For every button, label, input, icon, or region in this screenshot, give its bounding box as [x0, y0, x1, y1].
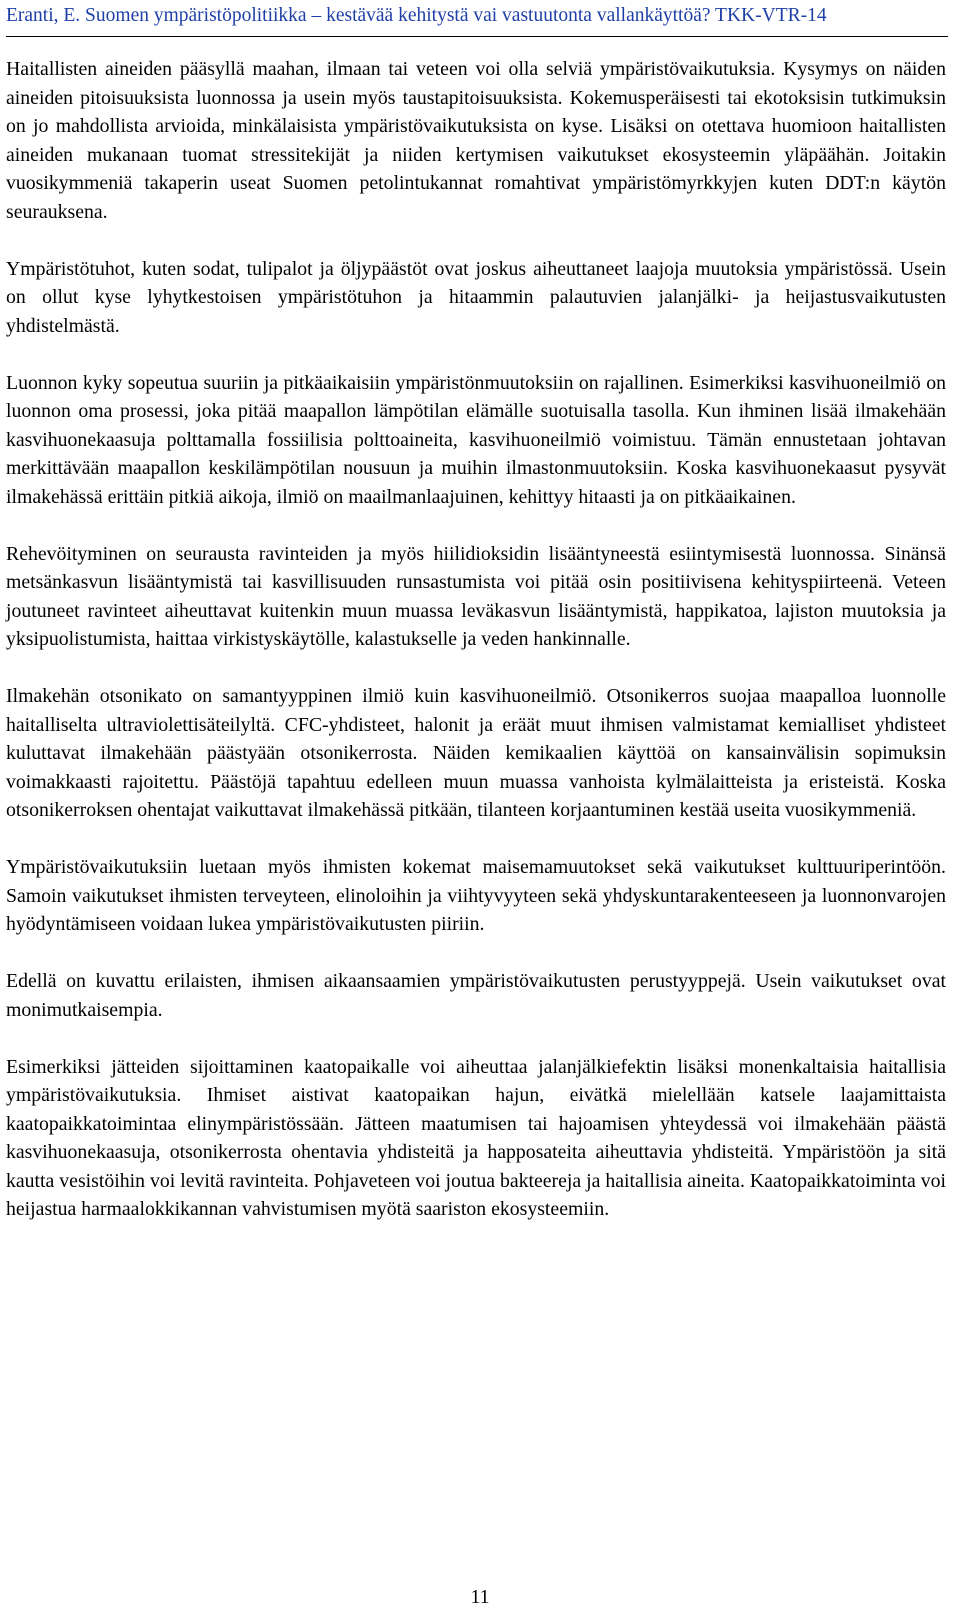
running-header: Eranti, E. Suomen ympäristöpolitiikka – kestävää kehitystä vai vastuutonta vallankäyttöä? TKK-VTR-14	[6, 5, 827, 26]
paragraph-landscape-effects: Ympäristövaikutuksiin luetaan myös ihmisten kokemat maisemamuutokset sekä vaikutukset kulttuuriperintöön. Samoin vaikutukset ihmisten terveyteen, elinoloihin ja viihtyvyyteen sekä yhdyskuntarakenteeseen ja luonnonvarojen hyödyntämiseen voidaan lukea ympäristövaikutusten piiriin.	[6, 856, 946, 935]
paragraph-eutrophication: Rehevöityminen on seurausta ravinteiden ja myös hiilidioksidin lisääntyneestä esiintymisestä luonnossa. Sinänsä metsänkasvun lisääntymistä tai kasvillisuuden runsastumista voi pitää osin positiivisena kehityspiirteenä. Veteen joutuneet ravinteet aiheuttavat kuitenkin muun muassa leväkasvun lisääntymistä, happikatoa, lajiston muutoksia ja yksipuolistumista, haittaa virkistyskäytölle, kalastukselle ja veden hankinnalle.	[6, 542, 946, 650]
paragraph-greenhouse-effect: Luonnon kyky sopeutua suuriin ja pitkäaikaisiin ympäristönmuutoksiin on rajallinen. Esimerkiksi kasvihuoneilmiö on luonnon oma prosessi, joka pitää maapallon lämpötilan elämälle suotuisalla tasolla. Kun ihminen lisää ilmakehään kasvihuonekaasuja polttamalla fossiilisia polttoaineita, kasvihuoneilmiö voimistuu. Tämän ennustetaan johtavan merkittävään maapallon keskilämpötilan nousuun ja muihin ilmastonmuutoksiin. Koska kasvihuonekaasut pysyvät ilmakehässä erittäin pitkiä aikoja, ilmiö on maailmanlaajuinen, kehittyy hitaasti ja on pitkäaikainen.	[6, 371, 946, 508]
header-divider	[6, 36, 948, 37]
paragraph-summary: Edellä on kuvattu erilaisten, ihmisen aikaansaamien ympäristövaikutusten perustyyppejä. Usein vaikutukset ovat monimutkaisempia.	[6, 970, 946, 1021]
page-number: 11	[470, 1586, 490, 1608]
paragraph-landfill-example: Esimerkiksi jätteiden sijoittaminen kaatopaikalle voi aiheuttaa jalanjälkiefektin lisäksi monenkaltaisia haitallisia ympäristövaikutuksia. Ihmiset aistivat kaatopaikan hajun, eivätkä mielellään katsele laajamittaista kaatopaikkatoimintaa elinympäristössään. Jätteen maatumisen tai hajoamisen yhteydessä voi ilmakehään päästä kasvihuonekaasuja, otsonikerrosta ohentavia yhdisteitä ja happosateita aiheuttavia yhdisteitä. Ympäristöön ja sitä kautta vesistöihin voi levitä ravinteita. Pohjaveteen voi joutua bakteereja ja haitallisia aineita. Kaatopaikkatoiminta voi heijastua harmaalokkikannan vahvistumisen myötä saariston ekosysteemiin.	[6, 1055, 946, 1220]
paragraph-ozone-depletion: Ilmakehän otsonikato on samantyyppinen ilmiö kuin kasvihuoneilmiö. Otsonikerros suojaa maapalloa luonnolle haitalliselta ultraviolettisäteilyltä. CFC-yhdisteet, halonit ja eräät muut ihmisen valmistamat kemialliset yhdisteet kuluttavat ilmakehään päästyään otsonikerrosta. Näiden kemikaalien käyttöä on kansainvälisin sopimuksin voimakkaasti rajoitettu. Päästöjä tapahtuu edelleen muun muassa vanhoista kylmälaitteista ja eristeistä. Koska otsonikerroksen ohentajat vaikuttavat ilmakehässä pitkään, tilanteen korjaantuminen kestää useita vuosikymmeniä.	[6, 685, 946, 821]
paragraph-hazardous-substances: Haitallisten aineiden pääsyllä maahan, ilmaan tai veteen voi olla selviä ympäristövaikutuksia. Kysymys on näiden aineiden pitoisuuksista luonnossa ja usein myös taustapitoisuuksista. Kokemusperäisesti tai ekotoksisin tutkimuksin on jo mahdollista arvioida, minkälaisista ympäristövaikutuksista on kyse. Lisäksi on otettava huomioon haitallisten aineiden mukanaan tuomat stressitekijät ja niiden kertymisen vaikutukset ekosysteemin yläpäähän. Joitakin vuosikymmeniä takaperin useat Suomen petolintukannat romahtivat ympäristömyrkkyjen kuten DDT:n käytön seurauksena.	[6, 58, 946, 223]
paragraph-environmental-disasters: Ympäristötuhot, kuten sodat, tulipalot ja öljypäästöt ovat joskus aiheuttaneet laajoja muutoksia ympäristössä. Usein on ollut kyse lyhytkestoisen ympäristötuhon ja hitaammin palautuvien jalanjälki- ja heijastusvaikutusten yhdistelmästä.	[6, 257, 946, 337]
document-body	[6, 55, 946, 1252]
